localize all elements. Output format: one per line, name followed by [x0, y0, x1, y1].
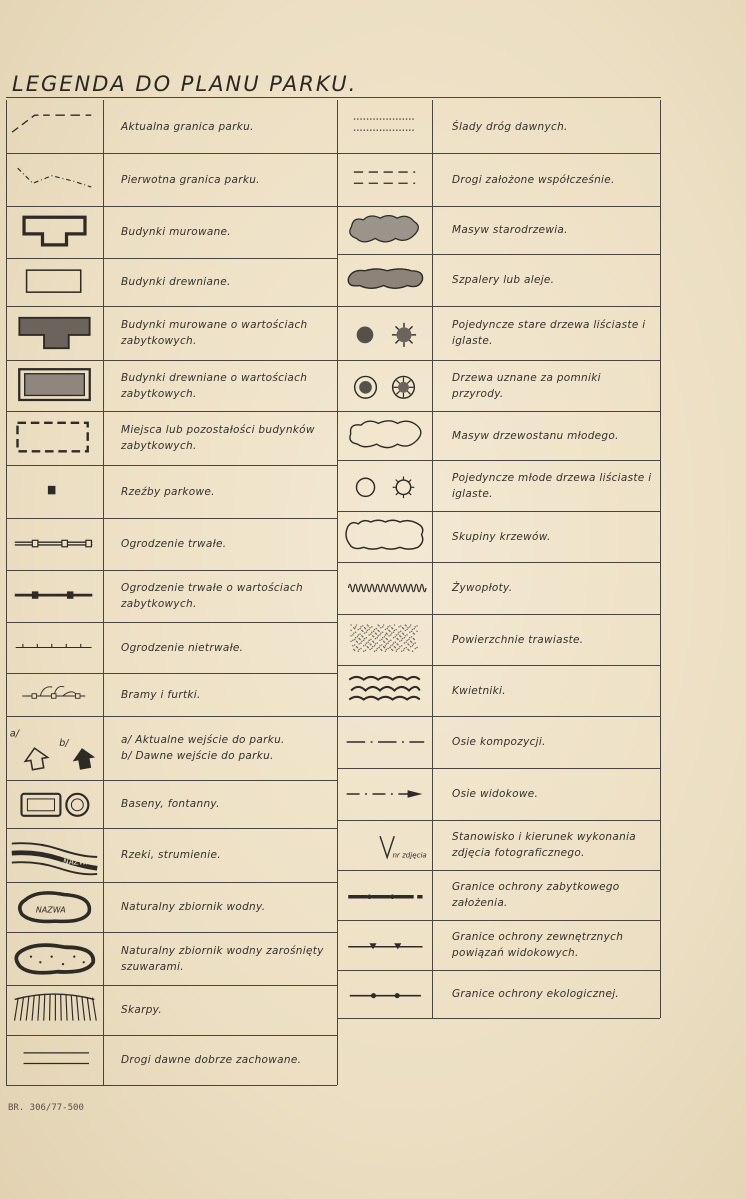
composition-axis-icon: [339, 718, 430, 766]
left-legend-label: Baseny, fontanny.: [121, 798, 220, 810]
svg-text:a/: a/: [9, 728, 19, 740]
right-legend-label: Masyw drzewostanu młodego.: [452, 429, 619, 442]
right-legend-label: Ślady dróg dawnych.: [452, 120, 568, 133]
left-legend-label: Aktualna granica parku.: [121, 120, 254, 133]
old-tree-mass-icon: [339, 208, 430, 252]
right-legend-label: Granice ochrony zewnętrznych powiązań widokowych.: [452, 931, 624, 959]
svg-text:nr zdjęcia: nr zdjęcia: [392, 850, 427, 860]
single-old-trees-icon: [339, 308, 430, 358]
left-row-divider: [6, 1085, 337, 1086]
single-young-trees-icon: [339, 462, 430, 509]
legend-title: LEGENDA DO PLANU PARKU.: [12, 72, 358, 96]
modern-road-icon: [339, 155, 430, 204]
pool-fountain-icon: [8, 782, 101, 826]
right-legend-label: Stanowisko i kierunek wykonania zdjęcia fotograficznego.: [452, 831, 637, 859]
print-stamp: BR. 306/77-500: [8, 1103, 84, 1113]
left-legend-label: Budynki murowane o wartościach zabytkowych.: [121, 319, 308, 347]
left-legend-label: Budynki murowane.: [121, 226, 231, 238]
right-legend-label: Żywopłoty.: [452, 582, 513, 594]
old-road-traces-icon: [339, 102, 430, 151]
right-row-divider: [337, 920, 660, 921]
right-legend-label: Osie widokowe.: [452, 788, 539, 800]
left-legend-label: Bramy i furtki.: [121, 688, 201, 701]
river-icon: [8, 830, 101, 880]
building-remains-icon: [8, 413, 101, 463]
flowerbed-icon: [339, 667, 430, 714]
left-row-divider: [6, 258, 337, 259]
right-legend-label: Drogi założone współcześnie.: [452, 173, 615, 186]
historic-wooden-building-icon: [8, 362, 101, 409]
right-row-divider: [337, 562, 660, 563]
right-row-divider: [337, 511, 660, 512]
right-legend-label: Powierzchnie trawiaste.: [452, 633, 584, 646]
preserved-old-road-icon: [8, 1037, 101, 1083]
right-legend-label: Skupiny krzewów.: [452, 530, 551, 543]
right-row-divider: [337, 614, 660, 615]
right-legend-label: Masyw starodrzewia.: [452, 224, 568, 236]
left-legend-label: Ogrodzenie trwałe o wartościach zabytkowych.: [121, 582, 303, 610]
right-row-divider: [337, 360, 660, 361]
right-legend-label: Osie kompozycji.: [452, 736, 546, 748]
temporary-fence-icon: [8, 624, 101, 671]
right-legend-label: Pojedyncze stare drzewa liściaste i iglaste.: [452, 319, 646, 347]
left-row-divider: [6, 153, 337, 154]
left-row-divider: [6, 570, 337, 571]
right-row-divider: [337, 870, 660, 871]
right-legend-label: Szpalery lub aleje.: [452, 274, 555, 286]
right-legend-label: Granice ochrony ekologicznej.: [452, 988, 620, 1000]
left-row-divider: [6, 716, 337, 717]
left-symbol-divider: [103, 100, 104, 1085]
current-boundary-line-icon: [8, 102, 101, 151]
left-row-divider: [6, 306, 337, 307]
left-row-divider: [6, 828, 337, 829]
right-row-divider: [337, 206, 660, 207]
left-row-divider: [6, 985, 337, 986]
right-row-divider: [337, 1018, 660, 1019]
svg-text:NAZWA: NAZWA: [35, 905, 66, 915]
left-legend-label: Naturalny zbiornik wodny.: [121, 901, 266, 913]
photo-position-icon: [339, 822, 430, 868]
left-row-divider: [6, 932, 337, 933]
left-legend-label: Ogrodzenie nietrwałe.: [121, 641, 244, 654]
left-row-divider: [6, 622, 337, 623]
right-border: [660, 100, 661, 1018]
right-legend-label: Granice ochrony zabytkowego założenia.: [452, 881, 620, 909]
right-row-divider: [337, 254, 660, 255]
overgrown-pond-icon: [8, 934, 101, 983]
right-row-divider: [337, 665, 660, 666]
right-row-divider: [337, 306, 660, 307]
left-legend-label: Budynki drewniane o wartościach zabytkowych.: [121, 371, 308, 400]
historic-fence-icon: [8, 572, 101, 620]
grass-area-icon: [339, 616, 430, 663]
left-legend-label: Budynki drewniane.: [121, 276, 231, 288]
left-legend-label: Skarpy.: [121, 1004, 162, 1016]
escarpment-icon: [8, 987, 101, 1033]
left-row-divider: [6, 673, 337, 674]
view-axis-icon: [339, 770, 430, 818]
left-legend-label: Ogrodzenie trwałe.: [121, 538, 227, 550]
brick-building-icon: [8, 208, 101, 256]
left-legend-label: Pierwotna granica parku.: [121, 173, 260, 186]
wooden-building-icon: [8, 260, 101, 304]
original-boundary-line-icon: [8, 155, 101, 204]
left-legend-label: Drogi dawne dobrze zachowane.: [121, 1054, 302, 1066]
left-border: [6, 100, 7, 1085]
right-symbol-divider: [432, 100, 433, 1018]
right-row-divider: [337, 460, 660, 461]
ecological-protection-border-icon: [339, 972, 430, 1016]
left-row-divider: [6, 465, 337, 466]
left-legend-label: Naturalny zbiornik wodny zarośnięty szuwarami.: [121, 944, 324, 973]
gate-icon: [8, 675, 101, 714]
permanent-fence-icon: [8, 520, 101, 568]
middle-border: [337, 100, 338, 1085]
natural-pond-icon: [8, 884, 101, 930]
alley-icon: [339, 256, 430, 304]
right-row-divider: [337, 716, 660, 717]
left-legend-label: Miejsca lub pozostałości budynków zabytkowych.: [121, 424, 315, 452]
right-row-divider: [337, 768, 660, 769]
left-row-divider: [6, 780, 337, 781]
shrub-group-icon: [339, 513, 430, 560]
left-legend-label: Rzeki, strumienie.: [121, 849, 221, 861]
right-row-divider: [337, 153, 660, 154]
right-row-divider: [337, 820, 660, 821]
left-row-divider: [6, 411, 337, 412]
svg-text:NAZWA: NAZWA: [63, 857, 92, 867]
historic-brick-building-icon: [8, 308, 101, 358]
left-row-divider: [6, 1035, 337, 1036]
right-row-divider: [337, 411, 660, 412]
young-tree-mass-icon: [339, 413, 430, 458]
sculpture-icon: [8, 467, 101, 516]
left-legend-label: Rzeźby parkowe.: [121, 485, 215, 498]
left-row-divider: [6, 882, 337, 883]
monument-protection-border-icon: [339, 872, 430, 918]
left-legend-label: a/ Aktualne wejście do parku.: [121, 734, 285, 746]
right-legend-label: Kwietniki.: [452, 684, 506, 697]
right-legend-label: Pojedyncze młode drzewa liściaste i iglaste.: [452, 471, 652, 500]
right-row-divider: [337, 970, 660, 971]
natural-monument-trees-icon: [339, 362, 430, 409]
right-legend-label: Drzewa uznane za pomniki przyrody.: [452, 371, 601, 400]
left-legend-label: b/ Dawne wejście do parku.: [121, 750, 274, 762]
view-protection-border-icon: [339, 922, 430, 968]
svg-text:b/: b/: [59, 738, 69, 750]
entrance-arrows-icon: [8, 718, 101, 778]
hedge-icon: [339, 564, 430, 612]
left-row-divider: [6, 518, 337, 519]
left-row-divider: [6, 360, 337, 361]
left-row-divider: [6, 206, 337, 207]
